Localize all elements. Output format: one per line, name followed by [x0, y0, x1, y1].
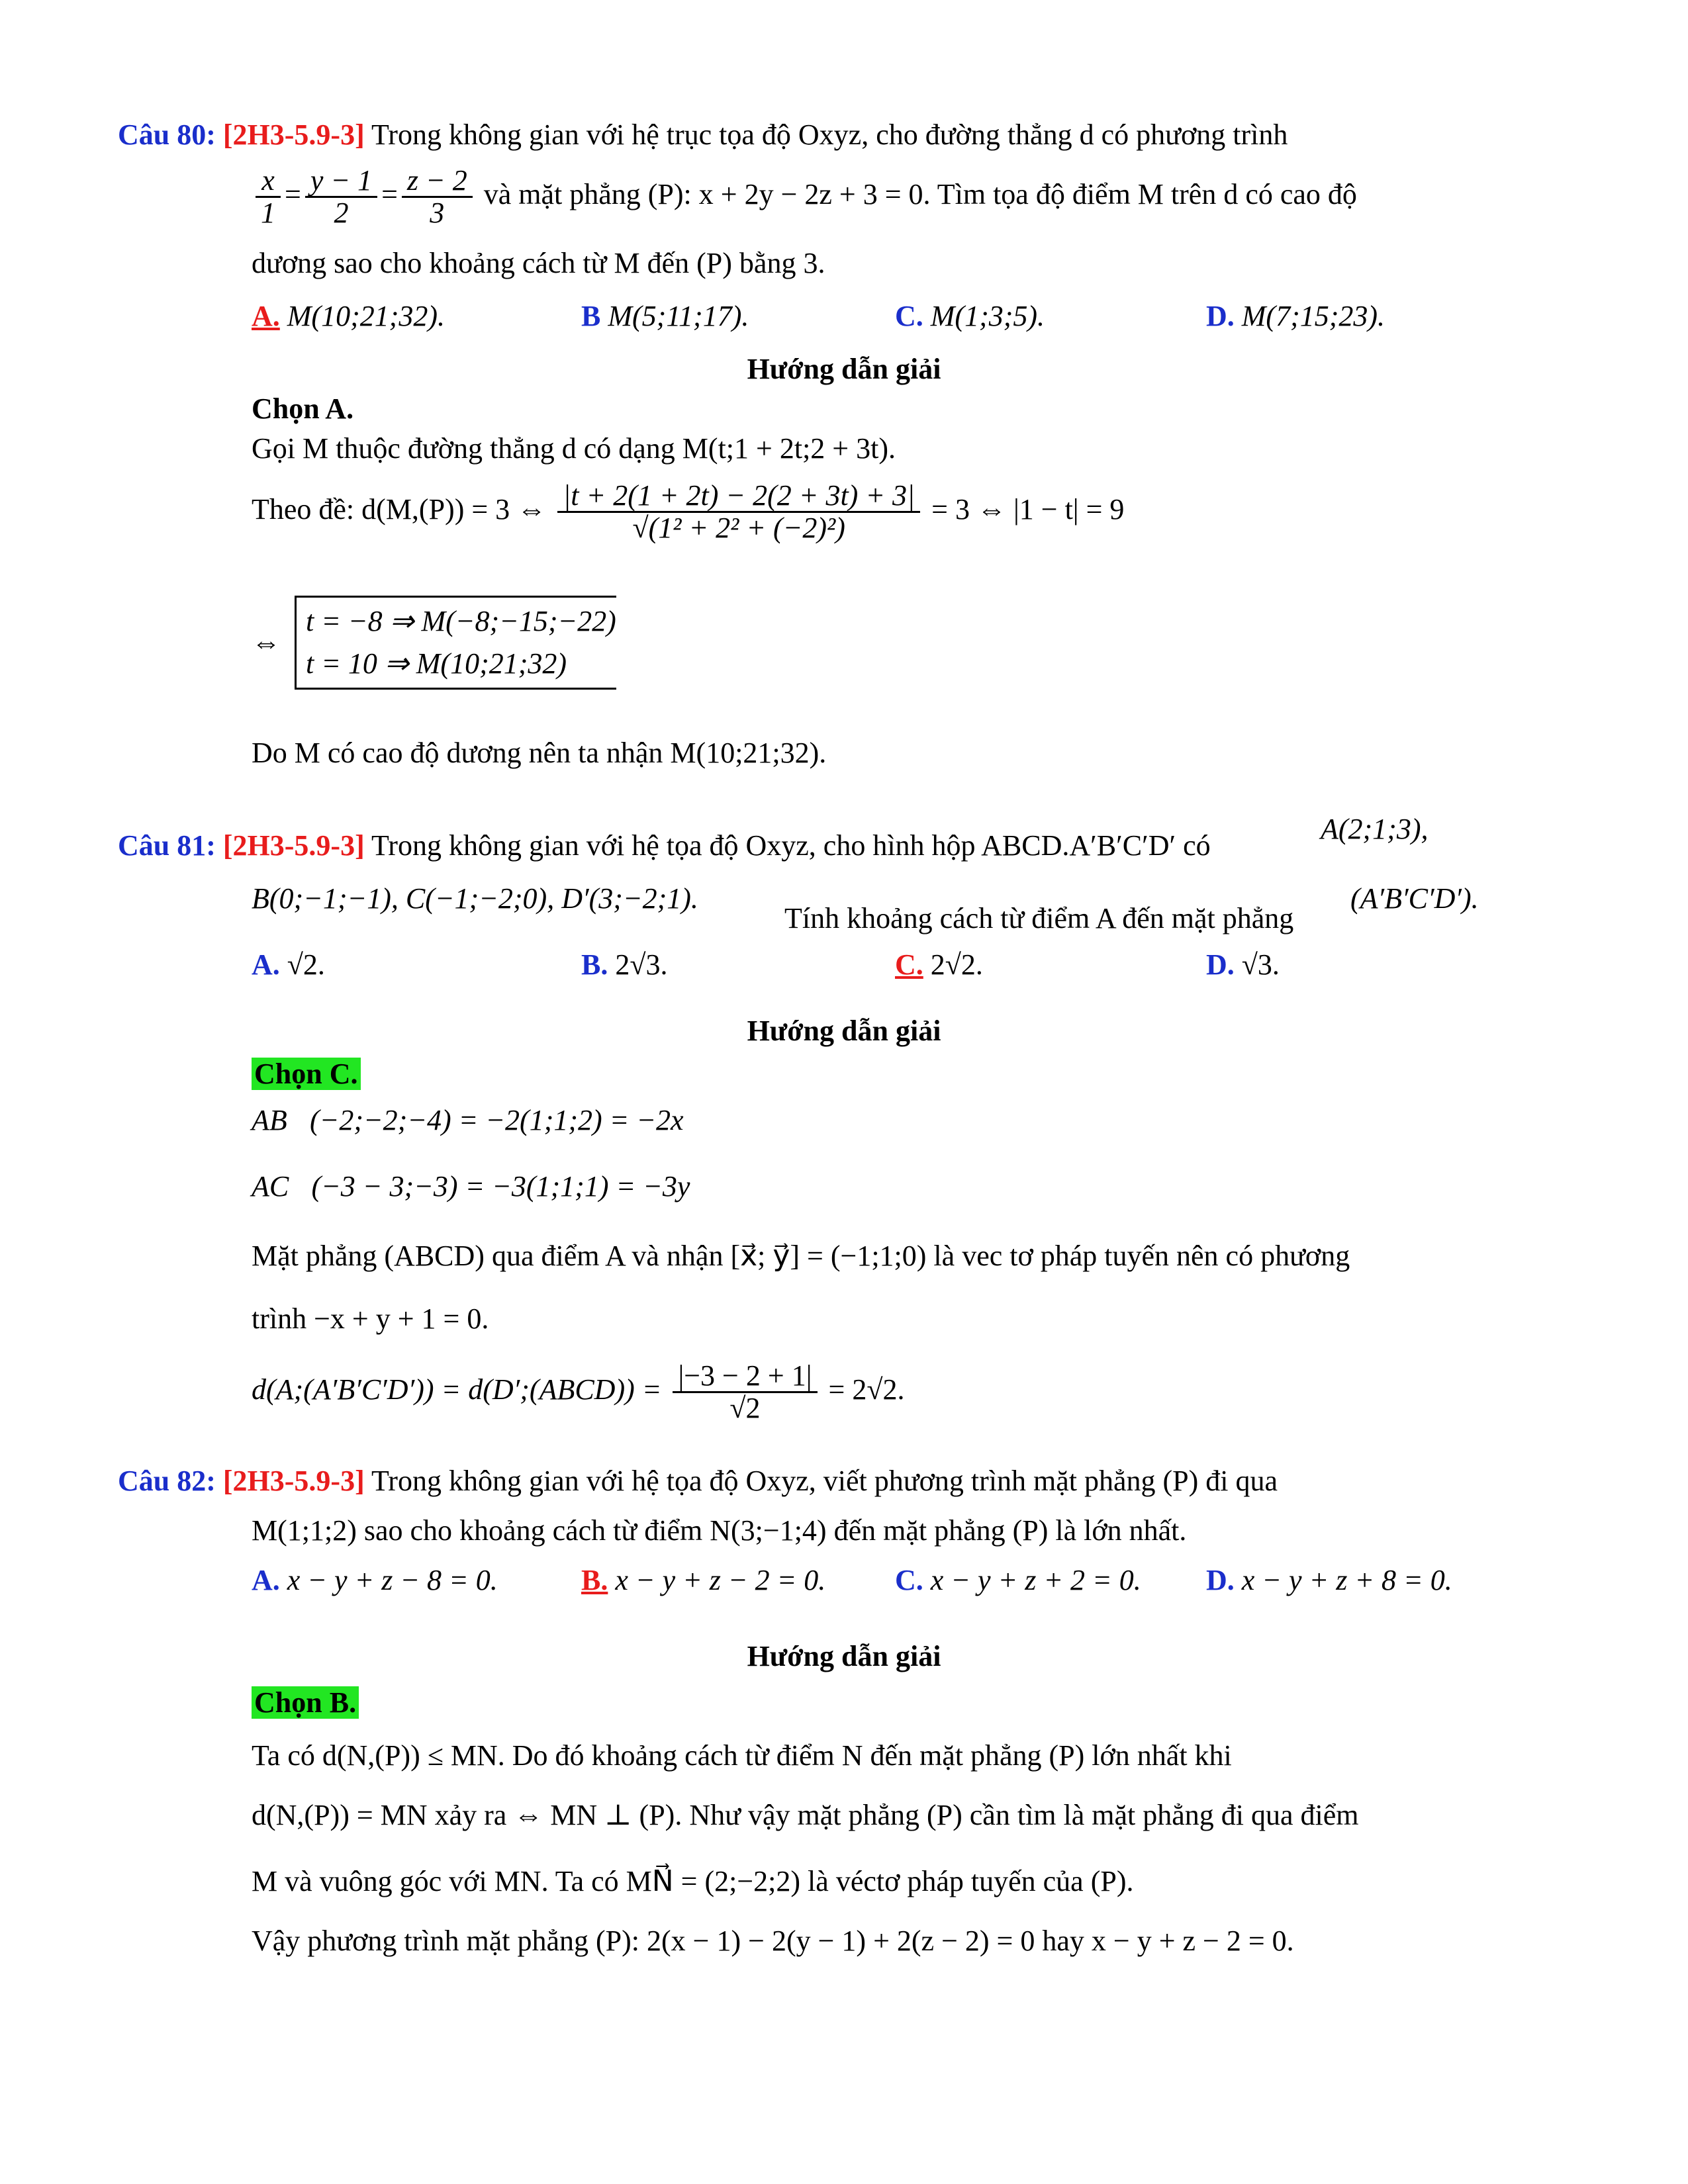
q80-text-1: Trong không gian với hệ trục tọa độ Oxyz, cho đường thẳng d có phương trình [371, 118, 1288, 151]
q82-option-b-label: B. [581, 1564, 608, 1596]
q81-option-a-label: A. [252, 948, 280, 981]
q81-point-a: A(2;1;3), [1321, 813, 1429, 845]
q81-guide-heading: Hướng dẫn giải [747, 1015, 941, 1047]
q80-option-c[interactable] [895, 298, 1045, 335]
q82-answer-highlight: Chọn B. [252, 1686, 359, 1719]
q80-option-b-text: M(5;11;17). [608, 300, 749, 332]
q81-answer [252, 1056, 361, 1093]
q80-step-1: Gọi M thuộc đường thẳng d có dạng M(t;1 + 2t;2 + 3t). [252, 432, 896, 465]
q82-option-d-text: x − y + z + 8 = 0. [1241, 1564, 1452, 1596]
q81-step-1: AB⃗(−2;−2;−4) = −2(1;1;2) = −2x⃗ [252, 1104, 706, 1136]
q81-option-c-label: C. [895, 948, 923, 981]
q80-fraction-3: $\frac{z - 2}{3}$ [402, 165, 473, 228]
q82-guide-heading: Hướng dẫn giải [747, 1640, 941, 1672]
q80-step-2-pre: Theo đề: d(M,(P)) = 3 ⇔ [252, 493, 547, 525]
q82-option-d[interactable] [1206, 1562, 1452, 1599]
q81-step-5 [252, 1357, 904, 1424]
q81-option-d-label: D. [1206, 948, 1235, 981]
q82-text-1: Trong không gian với hệ tọa độ Oxyz, viết phương trình mặt phẳng (P) đi qua [371, 1465, 1278, 1497]
q81-step-5-post: = 2√2. [828, 1373, 905, 1406]
q82-option-d-label: D. [1206, 1564, 1235, 1596]
q82-option-a[interactable] [252, 1562, 498, 1599]
q81-step-5-fraction: $\frac{|-3 - 2 + 1|}{√2}$ [673, 1361, 817, 1424]
q80-case-2: t = 10 ⇒ M(10;21;32) [306, 647, 567, 680]
q81-question: Tính khoảng cách từ điểm A đến mặt phẳng [784, 902, 1294, 934]
q80-step-4: Do M có cao độ dương nên ta nhận M(10;21;32). [252, 737, 827, 769]
q81-option-b-text: 2√3. [615, 948, 668, 981]
q81-option-c-text: 2√2. [930, 948, 983, 981]
q80-step-2-fraction: $\frac{|t + 2(1 + 2t) - 2(2 + 3t) + 3|}{\text{√(1² + 2² + (−2)²)}}$ [557, 480, 920, 543]
q82-step-3: M và vuông góc với MN. Ta có MN⃗ = (2;−2;2) là véctơ pháp tuyến của (P). [252, 1865, 1134, 1897]
q81-line-1 [118, 827, 1211, 864]
q82-option-b-text: x − y + z − 2 = 0. [615, 1564, 826, 1596]
q82-label: Câu 82: [118, 1465, 216, 1497]
q80-option-c-label: C. [895, 300, 923, 332]
q80-step-3-cases [295, 596, 616, 690]
q81-points: B(0;−1;−1), C(−1;−2;0), D′(3;−2;1). [252, 882, 698, 915]
q81-option-d-text: √3. [1241, 948, 1280, 981]
q80-option-d-label: D. [1206, 300, 1235, 332]
q81-option-d[interactable] [1206, 946, 1280, 983]
q80-label: Câu 80: [118, 118, 216, 151]
q81-text-1: Trong không gian với hệ tọa độ Oxyz, cho hình hộp ABCD.A′B′C′D′ có [371, 829, 1211, 862]
q82-line-1 [118, 1463, 1278, 1500]
q82-text-2: M(1;1;2) sao cho khoảng cách từ điểm N(3;−1;4) đến mặt phẳng (P) là lớn nhất. [252, 1514, 1187, 1547]
q81-answer-highlight: Chọn C. [252, 1058, 361, 1090]
q81-option-b[interactable] [581, 946, 668, 983]
q80-step-3-iff: ⇔ [252, 626, 281, 659]
q82-option-c-label: C. [895, 1564, 923, 1596]
q81-option-c[interactable] [895, 946, 983, 983]
q80-option-a-text: M(10;21;32). [287, 300, 445, 332]
q80-step-2-post: = 3 ⇔ |1 − t| = 9 [931, 493, 1125, 525]
q80-text-2: và mặt phẳng (P): x + 2y − 2z + 3 = 0. Tìm tọa độ điểm M trên d có cao độ [483, 178, 1357, 210]
q81-code: [2H3-5.9-3] [222, 829, 365, 862]
q80-option-b[interactable] [581, 298, 749, 335]
q81-step-5-pre: d(A;(A′B′C′D′)) = d(D′;(ABCD)) = [252, 1373, 662, 1406]
q80-option-a-label: A. [252, 300, 280, 332]
q82-option-c[interactable] [895, 1562, 1141, 1599]
q81-option-a-text: √2. [287, 948, 325, 981]
q82-option-b[interactable] [581, 1562, 825, 1599]
q82-step-4: Vậy phương trình mặt phẳng (P): 2(x − 1) − 2(y − 1) + 2(z − 2) = 0 hay x − y + z − 2 = 0. [252, 1925, 1294, 1957]
q81-option-a[interactable] [252, 946, 325, 983]
q82-step-2: d(N,(P)) = MN xảy ra ⇔ MN ⊥ (P). Như vậy mặt phẳng (P) cần tìm là mặt phẳng đi qua điểm [252, 1799, 1359, 1831]
q80-option-d-text: M(7;15;23). [1241, 300, 1385, 332]
q82-answer [252, 1684, 359, 1721]
q82-step-1: Ta có d(N,(P)) ≤ MN. Do đó khoảng cách từ điểm N đến mặt phẳng (P) lớn nhất khi [252, 1739, 1232, 1772]
q80-step-3 [252, 596, 616, 690]
q80-fraction-1: $\frac{x}{1}$ [256, 165, 281, 228]
q80-option-a[interactable] [252, 298, 445, 335]
q80-line-2: $\frac{x}{1}$ = $\frac{y - 1}{2}$ = $\frac{z - 2}{3}$ và mặt phẳng (P): x + 2y − 2z + 3 = 0. Tìm tọa độ điểm M trên d có cao độ [252, 161, 1357, 228]
q82-option-a-text: x − y + z − 8 = 0. [287, 1564, 498, 1596]
q80-fraction-2: $\frac{y - 1}{2}$ [305, 165, 377, 228]
q81-option-b-label: B. [581, 948, 608, 981]
q80-answer: Chọn A. [252, 392, 354, 425]
q81-step-4: trình −x + y + 1 = 0. [252, 1302, 489, 1335]
q80-line-1 [118, 116, 1288, 154]
q80-option-d[interactable] [1206, 298, 1385, 335]
q80-option-c-text: M(1;3;5). [930, 300, 1045, 332]
q81-label: Câu 81: [118, 829, 216, 862]
q80-step-2 [252, 473, 1124, 546]
q81-step-3: Mặt phẳng (ABCD) qua điểm A và nhận [x⃗; y⃗] = (−1;1;0) là vec tơ pháp tuyến nên có phương [252, 1240, 1350, 1272]
q80-text-3: dương sao cho khoảng cách từ M đến (P) bằng 3. [252, 247, 825, 279]
q82-option-a-label: A. [252, 1564, 280, 1596]
q80-case-1: t = −8 ⇒ M(−8;−15;−22) [306, 605, 616, 637]
q80-option-b-label: B [581, 300, 601, 332]
q81-plane: (A′B′C′D′). [1350, 882, 1479, 915]
q82-code: [2H3-5.9-3] [222, 1465, 365, 1497]
q80-code: [2H3-5.9-3] [222, 118, 365, 151]
q80-guide-heading: Hướng dẫn giải [747, 353, 941, 385]
q82-option-c-text: x − y + z + 2 = 0. [930, 1564, 1141, 1596]
q81-step-2: AC⃗(−3 − 3;−3) = −3(1;1;1) = −3y⃗ [252, 1170, 713, 1203]
